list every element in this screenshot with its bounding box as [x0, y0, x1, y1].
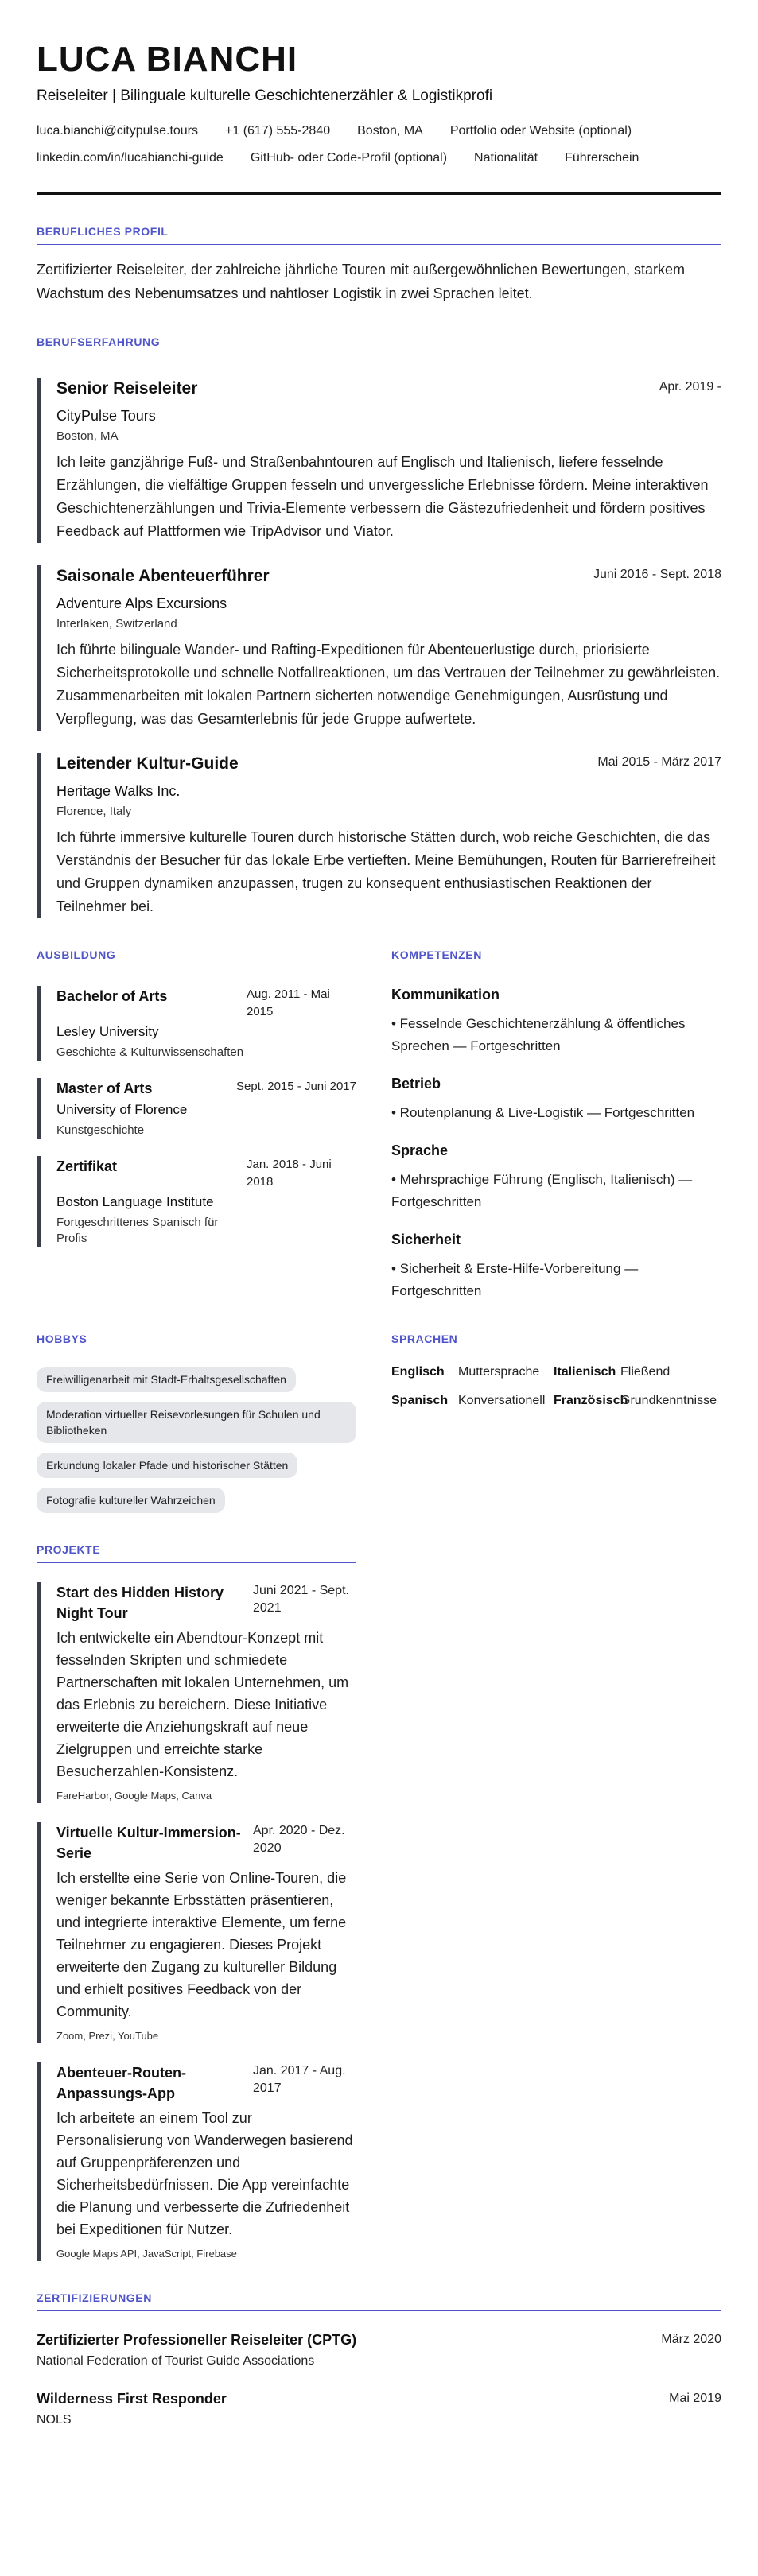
language-level: Muttersprache — [458, 1365, 540, 1379]
project-title: Abenteuer-Routen-Anpassungs-App — [56, 2065, 186, 2101]
hobby-tag: Moderation virtueller Reisevorlesungen für Schulen und Bibliotheken — [37, 1402, 356, 1443]
cert-issuer: NOLS — [37, 2413, 72, 2427]
headline: Reiseleiter | Bilinguale kulturelle Geschichtenerzähler & Logistikprofi — [37, 87, 493, 104]
project-tech: Zoom, Prezi, YouTube — [56, 2030, 159, 2042]
edu-field: Geschichte & Kulturwissenschaften — [56, 1046, 244, 1059]
experience-entry — [37, 378, 721, 543]
project-date: Juni 2021 - Sept. 2021 — [253, 1584, 349, 1615]
job-location: Interlaken, Switzerland — [56, 617, 177, 630]
certification-entry — [37, 2389, 721, 2429]
experience-entry — [37, 753, 721, 918]
header-divider — [37, 192, 721, 195]
job-description: Ich führte immersive kulturelle Touren durch historische Stätten durch, wob reiche Geschichten, die das Verständnis der Besucher für das lokale Erbe vertieften. Meine Bemühungen, Routen für Barrierefreiheit und Gruppen dynamiken anzupassen, trugen zu konsequent enthusiastischen Reaktionen der Teilnehmer bei. — [56, 829, 716, 914]
education-entry — [37, 986, 356, 1061]
experience-entry — [37, 565, 721, 731]
language-level: Fließend — [620, 1365, 671, 1379]
skill-item: • Sicherheit & Erste-Hilfe-Vorbereitung — Fortgeschritten — [391, 1261, 639, 1298]
edu-field: Fortgeschrittenes Spanisch für Profis — [56, 1216, 219, 1245]
language-row — [391, 1392, 721, 1410]
section-title-profile: BERUFLICHES PROFIL — [37, 225, 721, 245]
job-location: Florence, Italy — [56, 805, 132, 818]
job-title: Saisonale Abenteuerführer — [56, 567, 270, 585]
section-title-languages: SPRACHEN — [391, 1333, 721, 1352]
education-entry — [37, 1156, 356, 1247]
skill-category: Sicherheit — [391, 1232, 461, 1247]
hobbies-languages-row — [37, 1302, 721, 1513]
edu-date: Aug. 2011 - Mai 2015 — [247, 987, 330, 1018]
edu-date: Sept. 2015 - Juni 2017 — [236, 1080, 356, 1093]
edu-school: Boston Language Institute — [56, 1194, 214, 1209]
job-location: Boston, MA — [56, 429, 119, 443]
language-name: Italienisch — [554, 1365, 616, 1379]
contact-list — [37, 122, 721, 177]
cert-name: Zertifizierter Professioneller Reiseleiter (CPTG) — [37, 2332, 357, 2348]
skill-category: Kommunikation — [391, 987, 500, 1003]
skill-item: • Mehrsprachige Führung (Englisch, Italienisch) — Fortgeschritten — [391, 1172, 693, 1209]
language-row — [391, 1364, 721, 1381]
cert-date: Mai 2019 — [669, 2392, 721, 2405]
job-company: CityPulse Tours — [56, 408, 156, 424]
education-entry — [37, 1078, 356, 1139]
contact-license: Führerschein — [565, 151, 639, 165]
edu-degree: Bachelor of Arts — [56, 988, 168, 1004]
contact-linkedin[interactable]: linkedin.com/in/lucabianchi-guide — [37, 151, 224, 165]
edu-field: Kunstgeschichte — [56, 1123, 145, 1137]
certification-entry — [37, 2330, 721, 2370]
project-tech: Google Maps API, JavaScript, Firebase — [56, 2248, 237, 2260]
contact-email[interactable]: luca.bianchi@citypulse.tours — [37, 124, 199, 138]
job-company: Adventure Alps Excursions — [56, 596, 227, 611]
project-description: Ich erstellte eine Serie von Online-Touren, die weniger bekannte Erbsstätten präsentieren, und integrierte interaktive Elemente, um ferne Teilnehmer zu engagieren. Dieses Projekt erweiterte den Zugang zu kultureller Bildung und erhielt positives Feedback von der Community. — [56, 1870, 347, 2019]
project-entry — [37, 2062, 356, 2261]
job-title: Senior Reiseleiter — [56, 379, 198, 398]
cert-issuer: National Federation of Tourist Guide Associations — [37, 2354, 315, 2368]
project-date: Jan. 2017 - Aug. 2017 — [253, 2064, 346, 2095]
contact-nationality: Nationalität — [474, 151, 538, 165]
language-level: Konversationell — [458, 1394, 546, 1407]
section-title-projects: PROJEKTE — [37, 1543, 356, 1563]
project-date: Apr. 2020 - Dez. 2020 — [253, 1824, 345, 1855]
section-title-hobbies: HOBBYS — [37, 1333, 356, 1352]
skill-category: Betrieb — [391, 1076, 441, 1092]
job-date: Apr. 2019 - — [659, 380, 721, 394]
cert-name: Wilderness First Responder — [37, 2391, 227, 2407]
candidate-name: LUCA BIANCHI — [37, 40, 298, 79]
languages-column — [391, 1302, 721, 1513]
edu-date: Jan. 2018 - Juni 2018 — [247, 1158, 332, 1189]
section-title-certifications: ZERTIFIZIERUNGEN — [37, 2291, 721, 2311]
project-tech: FareHarbor, Google Maps, Canva — [56, 1790, 212, 1802]
edu-school: Lesley University — [56, 1024, 159, 1039]
project-description: Ich arbeitete an einem Tool zur Personalisierung von Wanderwegen basierend auf Gruppenpräferenzen und Sicherheitsbedürfnissen. Die App vereinfachte die Planung und verbesserte die Zufriedenheit bei Expeditionen für Nutzer. — [56, 2110, 353, 2237]
edu-degree: Zertifikat — [56, 1158, 118, 1174]
language-name: Englisch — [391, 1365, 445, 1379]
hobbies-column — [37, 1302, 356, 1513]
job-company: Heritage Walks Inc. — [56, 783, 181, 799]
section-title-skills: KOMPETENZEN — [391, 949, 721, 968]
skills-column — [391, 918, 721, 1302]
education-column — [37, 918, 356, 1302]
skill-category: Sprache — [391, 1143, 449, 1158]
hobby-tag: Fotografie kultureller Wahrzeichen — [37, 1488, 225, 1513]
job-date: Mai 2015 - März 2017 — [597, 755, 721, 769]
hobby-tag: Erkundung lokaler Pfade und historischer Stätten — [37, 1453, 297, 1478]
project-entry — [37, 1582, 356, 1803]
cert-date: März 2020 — [661, 2333, 721, 2346]
job-description: Ich führte bilinguale Wander- und Rafting-Expeditionen für Abenteuerlustige durch, priorisierte Sicherheitsprotokolle und schnelle Notfallreaktionen, um das Vertrauen der Teilnehmer zu gewährleisten. Zusammenarbeiten mit lokalen Partnern sicherten notwendige Genehmigungen, Ausrüstung und Verpflegung, was das Gesamterlebnis für jede Gruppe aufwertete. — [56, 642, 721, 727]
section-title-experience: BERUFSERFAHRUNG — [37, 336, 721, 355]
project-entry — [37, 1822, 356, 2043]
education-skills-row — [37, 918, 721, 1302]
contact-github[interactable]: GitHub- oder Code-Profil (optional) — [250, 151, 448, 165]
contact-location: Boston, MA — [357, 124, 423, 138]
job-date: Juni 2016 - Sept. 2018 — [593, 568, 721, 581]
job-description: Ich leite ganzjährige Fuß- und Straßenbahntouren auf Englisch und Italienisch, liefere fesselnde Erzählungen, die vielfältige Gruppen fesseln und unvergessliche Erlebnisse fördern. Meine interaktiven Geschichtenerzählungen und Trivia-Elemente verbessern die Gästezufriedenheit und fördern positives Feedback auf Plattformen wie TripAdvisor und Viator. — [56, 454, 709, 539]
skill-item: • Routenplanung & Live-Logistik — Fortgeschritten — [391, 1105, 695, 1120]
project-title: Virtuelle Kultur-Immersion-Serie — [56, 1825, 241, 1861]
projects-column — [37, 1543, 356, 2261]
project-title: Start des Hidden History Night Tour — [56, 1585, 224, 1621]
language-name: Französisch — [554, 1394, 628, 1407]
project-description: Ich entwickelte ein Abendtour-Konzept mit fesselnden Skripten und schmiedete Partnerschaften mit lokalen Unternehmen, um das Erlebnis zu bereichern. Diese Initiative erweiterte die Anziehungskraft auf neue Zielgruppen und erreichte starke Besucherzahlen-Konsistenz. — [56, 1630, 349, 1779]
edu-school: University of Florence — [56, 1102, 188, 1117]
contact-phone[interactable]: +1 (617) 555-2840 — [225, 124, 331, 138]
hobby-tag: Freiwilligenarbeit mit Stadt-Erhaltsgesellschaften — [37, 1367, 296, 1392]
language-level: Grundkenntnisse — [620, 1394, 717, 1407]
language-name: Spanisch — [391, 1394, 449, 1407]
section-title-education: AUSBILDUNG — [37, 949, 356, 968]
contact-portfolio[interactable]: Portfolio oder Website (optional) — [449, 124, 632, 138]
profile-summary: Zertifizierter Reiseleiter, der zahlreiche jährliche Touren mit außergewöhnlichen Bewertungen, starkem Wachstum des Nebenumsatzes und nahtloser Logistik in zwei Sprachen leitet. — [37, 262, 686, 301]
skill-item: • Fesselnde Geschichtenerzählung & öffentliches Sprechen — Fortgeschritten — [391, 1016, 686, 1053]
job-title: Leitender Kultur-Guide — [56, 755, 239, 773]
edu-degree: Master of Arts — [56, 1080, 153, 1096]
